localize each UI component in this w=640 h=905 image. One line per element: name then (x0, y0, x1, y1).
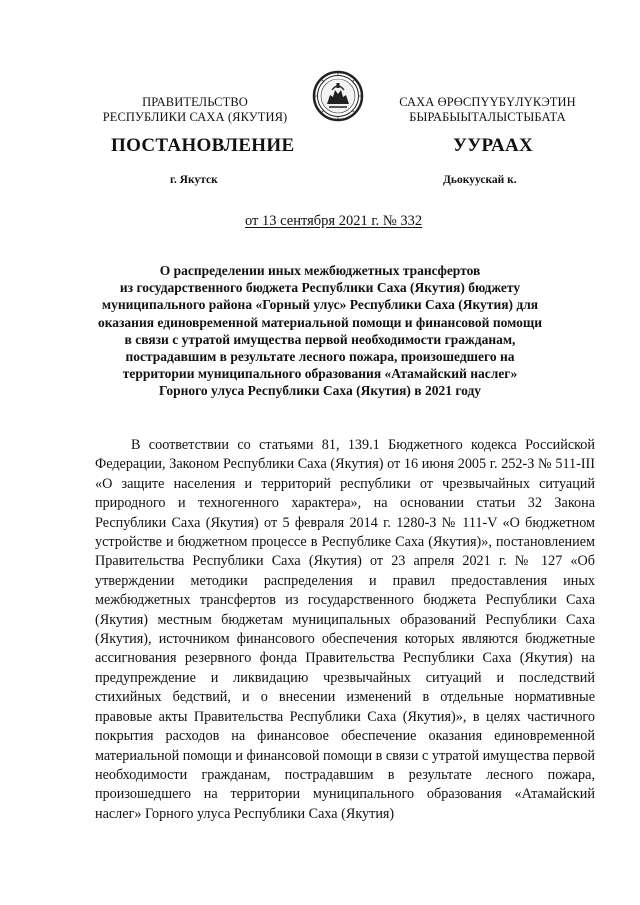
left-org-line-1: ПРАВИТЕЛЬСТВО (142, 95, 248, 109)
right-doc-type: УУРААХ (453, 135, 534, 156)
doc-number-date: от 13 сентября 2021 г. № 332 (245, 213, 423, 229)
title-line: О распределении иных межбюджетных трансфертов (159, 263, 481, 278)
document-body (95, 436, 595, 824)
title-line: муниципального района «Горный улус» Республики Саха (Якутия) для (101, 297, 539, 313)
left-org-line-2: РЕСПУБЛИКИ САХА (ЯКУТИЯ) (102, 110, 288, 124)
title-line: в связи с утратой имущества первой необходимости гражданам, (124, 331, 516, 347)
right-org-line-2: БЫРАБЫЫТАЛЫСТЫБАТА (409, 110, 566, 124)
title-line: из государственного бюджета Республики Саха (Якутия) бюджету (119, 280, 521, 296)
right-city: Дьокуускай к. (443, 174, 517, 186)
title-line: Горного улуса Республики Саха (Якутия) в 2021 году (158, 383, 482, 399)
right-org-line-1: САХА ӨРӨСПҮҮБҮЛҮКЭТИН (399, 95, 576, 109)
body-paragraph: В соответствии со статьями 81, 139.1 Бюджетного кодекса Российской Федерации, Законом Республики Саха (Якутия) от 16 июня 2005 г. 252-З № 511-III «О защите населения и территорий республики от чрезвычайных ситуаций природного и техногенного характера», на основании статьи 32 Закона Республики Саха (Якутия) от 5 февраля 2014 г. 1280-З № 111-V «О бюджетном устройстве и бюджетном процессе в Республике Саха (Якутия)», постановлением Правительства Республики Саха (Якутия) от 23 апреля 2021 г. № 127 «Об утверждении методики распределения и правил предоставления иных межбюджетных трансфертов из государственного бюджета Республики Саха (Якутия) местным бюджетам муниципальных образований Республики Саха (Якутия), источником финансового обеспечения которых являются бюджетные ассигнования резервного фонда Правительства Республики Саха (Якутия) на предупреждение и ликвидацию чрезвычайных ситуаций и последствий стихийных бедствий, и о внесении изменений в отдельные нормативные правовые акты Правительства Республики Саха (Якутия)», в целях частичного покрытия расходов на финансовое обеспечение оказания единовременной материальной помощи и финансовой помощи в связи с утратой имущества первой необходимости гражданам, пострадавшим в результате лесного пожара, произошедшего на территории муниципального образования «Атамайский наслег» Горного улуса Республики Саха (Якутия) (95, 437, 595, 822)
left-org-name (100, 95, 290, 125)
left-doc-type: ПОСТАНОВЛЕНИЕ (111, 135, 295, 156)
title-line: пострадавшим в результате лесного пожара, произошедшего на (125, 349, 515, 365)
coat-of-arms-icon (312, 70, 364, 122)
right-org-name (390, 95, 585, 125)
title-line: оказания единовременной материальной помощи и финансовой помощи (97, 314, 543, 330)
document-title (92, 262, 548, 400)
left-city: г. Якутск (170, 174, 218, 186)
title-line: территории муниципального образования «Атамайский наслег» (122, 366, 518, 382)
